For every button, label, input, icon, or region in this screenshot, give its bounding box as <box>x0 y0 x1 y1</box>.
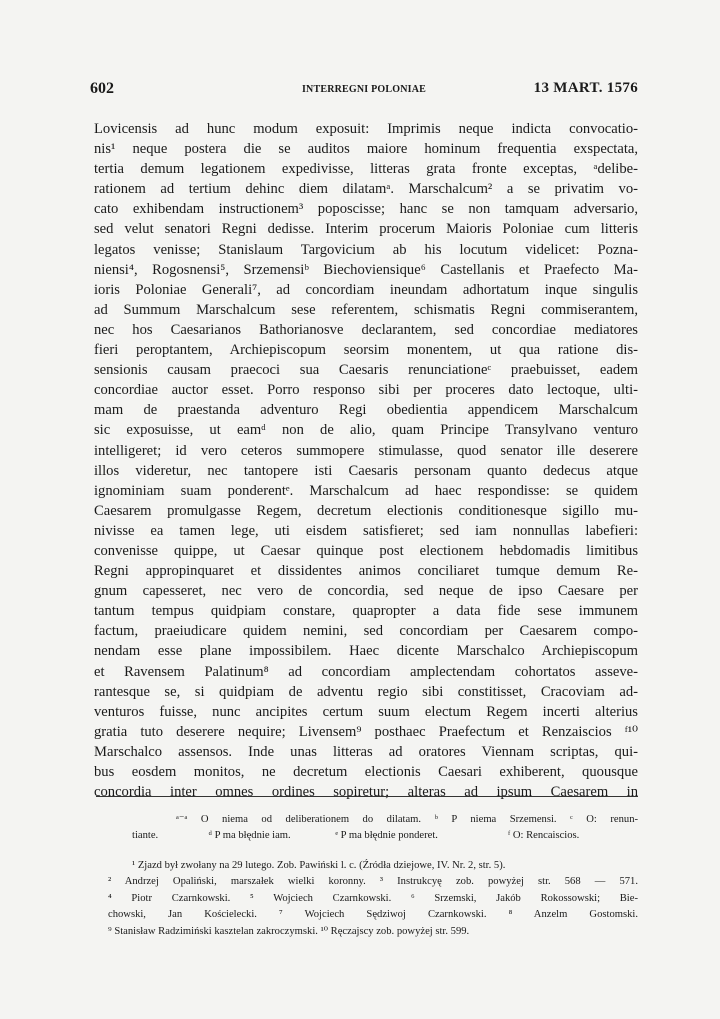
textual-note-c-tail: tiante. <box>132 830 159 842</box>
page-header <box>90 80 638 102</box>
text-line: ioris Poloniae Generali⁷, ad concordiam ineundam adhortatum inque singulis <box>94 281 638 298</box>
text-line: Lovicensis ad hunc modum exposuit: Imprimis neque indicta convocatio- <box>94 121 638 137</box>
textual-note-f: ᶠ O: Rencaiscios. <box>507 830 580 842</box>
text-line: bus eosdem monitos, ne decretum electionis Caesari exhiberent, quousque <box>94 764 638 780</box>
text-line: Caesarem promulgasse Regem, decretum electionis conditionesque sigillo mu- <box>94 502 638 519</box>
text-line: concordiae auctor esset. Porro responso sibi per proceres dato lectoque, ulti- <box>94 382 638 399</box>
text-line: convenisse quippe, ut Caesar quinque post electionem hebdomadis limitibus <box>94 542 638 559</box>
text-line: tertia demum legationem expedivisse, litteras grata fronte exceptas, ᵃdelibe- <box>94 161 638 178</box>
text-line: gnum capesseret, nec vero de concordia, sed neque de ipso Caesare per <box>94 583 638 600</box>
text-line: niensi⁴, Rogosnensi⁵, Srzemensiᵇ Biechoviensique⁶ Castellanis et Praefecto Ma- <box>94 261 638 278</box>
footnote: ¹ Zjazd był zwołany na 29 lutego. Zob. Pawiński l. c. (Źródła dziejowe, IV. Nr. 2, str. 5). <box>132 860 506 871</box>
text-line: tantum tempus quidpiam constare, quapropter a data fide sese immunem <box>94 603 638 620</box>
text-line: et Ravensem Palatinum⁸ ad concordiam amplectendam cohortatos asseve- <box>94 663 638 680</box>
footnote: ⁴ Piotr Czarnkowski. ⁵ Wojciech Czarnkowski. ⁶ Srzemski, Jakób Rokossowski; Bie- <box>108 892 638 904</box>
textual-notes <box>108 812 638 845</box>
footnote-divider <box>96 796 638 797</box>
text-line: intelligeret; id vero ceteros summopere stimulasse, quod senator ille deserere <box>94 442 638 459</box>
textual-note-line <box>108 812 638 828</box>
text-line: Marschalco assensos. Inde unas litteras ad oratores Viennam scriptas, qui- <box>94 743 638 760</box>
footnote: ⁹ Stanisław Radzimiński kasztelan zakroczymski. ¹⁰ Ręczajscy zob. powyżej str. 599. <box>108 925 470 937</box>
text-line: nec hos Caesarianos Bathorianosve declarantem, sed concordiae mediatores <box>94 321 638 338</box>
text-line: legatos venisse; Stanislaum Targovicium ab his locutum videlicet: Pozna- <box>94 241 638 258</box>
textual-note-a: ᵃ⁻ᵃ O niema od deliberationem do dilatam. <box>176 814 422 825</box>
text-line: cato exhibendam instructionem³ poposcisse; hanc se non tamquam adversario, <box>94 201 638 218</box>
text-line: concordia inter omnes ordines sopiretur; alteras ad ipsum Caesarem in <box>94 784 638 801</box>
header-date: 13 MART. 1576 <box>533 80 638 96</box>
text-line: sic exposuisse, ut eamᵈ non de alio, quam Principe Transylvano venturo <box>94 422 638 439</box>
text-line: nivisse ea tamen lege, uti eisdem satisfieret; sed iam nonnullas labefieri: <box>94 522 638 539</box>
footnote: chowski, Jan Kościelecki. ⁷ Wojciech Sędziwoj Czarnkowski. ⁸ Anzelm Gostomski. <box>108 909 638 921</box>
text-line: ignominiam suam ponderentᵉ. Marschalcum ad haec respondisse: se quidem <box>94 482 638 499</box>
textual-note-d: ᵈ P ma błędnie iam. <box>208 830 291 842</box>
editorial-footnotes <box>108 858 638 940</box>
text-line: mam de praestanda adventuro Regi obedientia appendicem Marschalcum <box>94 402 638 419</box>
textual-note-line <box>108 828 638 844</box>
text-line: nis¹ neque postera die se auditos maiore hominum frequentia exspectata, <box>94 141 638 158</box>
text-line: rationem ad tertium dehinc diem dilatamᵃ. Marschalcum² a se privatim vo- <box>94 181 638 198</box>
text-line: sed velut senatori Regni dedisse. Interim procerum Maioris Poloniae cum litteris <box>94 221 638 238</box>
text-line: Regni appropinquaret et dissidentes animos conciliaret tumque demum Re- <box>94 563 638 580</box>
running-title: INTERREGNI POLONIAE <box>301 84 427 95</box>
text-line: illos videretur, nec tantopere isti Caesaris personam quanto dedecus atque <box>94 462 638 479</box>
textual-note-e: ᵉ P ma błędnie ponderet. <box>335 830 438 842</box>
page-number: 602 <box>90 80 114 97</box>
text-line: factum, praeiudicare quidem nemini, sed concordiam per Caesarem compo- <box>94 623 638 640</box>
textual-note-b: ᵇ P niema Srzemensi. <box>434 814 557 825</box>
text-line: rantesque se, si quidpiam de adventu regio sibi constitisset, Cracoviam ad- <box>94 683 638 700</box>
text-line: nendam esse plane impossibilem. Haec dicente Marschalco Archiepiscopum <box>94 643 638 660</box>
text-line: fieri peroptantem, Archiepiscopum seorsim monentem, ut qua ratione dis- <box>94 342 638 359</box>
textual-note-c: ᶜ O: renun- <box>570 814 638 825</box>
main-text <box>94 119 638 802</box>
text-line: sensionis causam praecoci sua Caesaris renunciationeᶜ praebuisset, eadem <box>94 362 638 379</box>
footnote: ² Andrzej Opaliński, marszałek wielki koronny. ³ Instrukcyę zob. powyżej str. 568 — 571. <box>108 876 638 888</box>
text-line: gratia tuto deserere nequire; Livensem⁹ posthaec Praefectum et Renzaiscios ᶠ¹⁰ <box>94 723 638 740</box>
text-line: venturos fuisse, nunc ancipites certum suum electum Regem incerti alterius <box>94 703 638 720</box>
text-line: ad Summum Marschalcum sese referentem, schismatis Regni commiserantem, <box>94 301 638 318</box>
